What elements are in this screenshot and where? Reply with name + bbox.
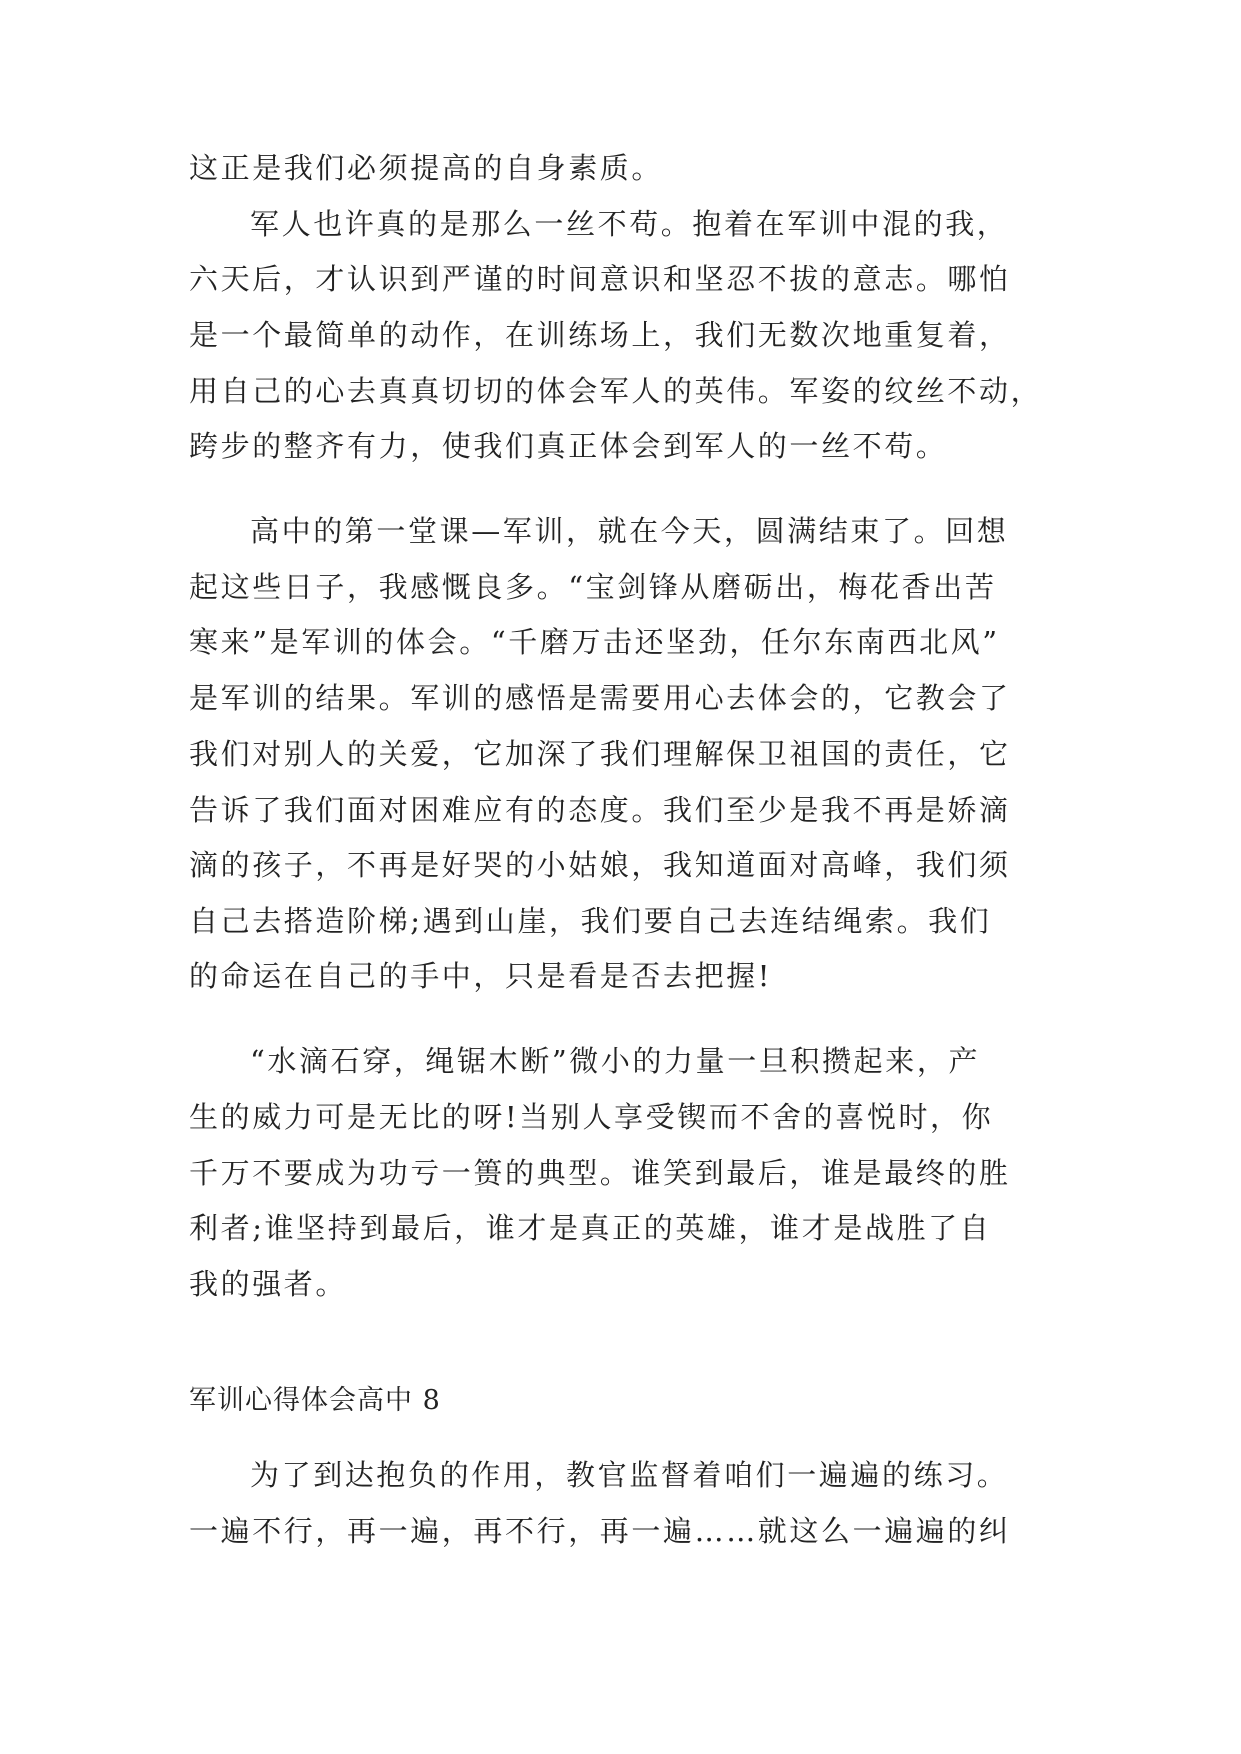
text-line: 寒来”是军训的体会。“千磨万击还坚劲，任尔东南西北风”	[189, 625, 1000, 659]
text-line: 用自己的心去真真切切的体会军人的英伟。军姿的纹丝不动，	[189, 374, 1043, 408]
text-line: 千万不要成为功亏一篑的典型。谁笑到最后，谁是最终的胜	[189, 1156, 1011, 1190]
text-line: 我们对别人的关爱，它加深了我们理解保卫祖国的责任，它	[189, 737, 1011, 771]
text-line: 滴的孩子，不再是好哭的小姑娘，我知道面对高峰，我们须	[189, 848, 1011, 882]
text-line: 这正是我们必须提高的自身素质。	[189, 151, 664, 185]
text-line: 生的威力可是无比的呀!当别人享受锲而不舍的喜悦时，你	[189, 1100, 994, 1134]
text-line: 告诉了我们面对困难应有的态度。我们至少是我不再是娇滴	[189, 793, 1011, 827]
paragraph-start-line: 高中的第一堂课—军训，就在今天，圆满结束了。回想	[250, 514, 1009, 548]
text-line: 起这些日子，我感慨良多。“宝剑锋从磨砺出，梅花香出苦	[189, 570, 997, 604]
paragraph-start-line: 军人也许真的是那么一丝不苟。抱着在军训中混的我，	[250, 207, 1009, 241]
text-line: 我的强者。	[189, 1267, 348, 1301]
text-line: 的命运在自己的手中，只是看是否去把握!	[189, 959, 773, 993]
text-line: 是一个最简单的动作，在训练场上，我们无数次地重复着，	[189, 318, 1011, 352]
text-line: 是军训的结果。军训的感悟是需要用心去体会的，它教会了	[189, 681, 1011, 715]
text-line: 一遍不行，再一遍，再不行，再一遍……就这么一遍遍的纠	[189, 1514, 1011, 1548]
text-line: 跨步的整齐有力，使我们真正体会到军人的一丝不苟。	[189, 429, 948, 463]
section-title: 军训心得体会高中 8	[189, 1385, 441, 1416]
paragraph-start-line: 为了到达抱负的作用，教官监督着咱们一遍遍的练习。	[250, 1458, 1009, 1492]
text-line: 利者;谁坚持到最后，谁才是真正的英雄，谁才是战胜了自	[189, 1211, 992, 1245]
text-line: 自己去搭造阶梯;遇到山崖，我们要自己去连结绳索。我们	[189, 904, 992, 938]
text-line: 六天后，才认识到严谨的时间意识和坚忍不拔的意志。哪怕	[189, 262, 1011, 296]
paragraph-start-line: “水滴石穿，绳锯木断”微小的力量一旦积攒起来，产	[250, 1044, 981, 1078]
